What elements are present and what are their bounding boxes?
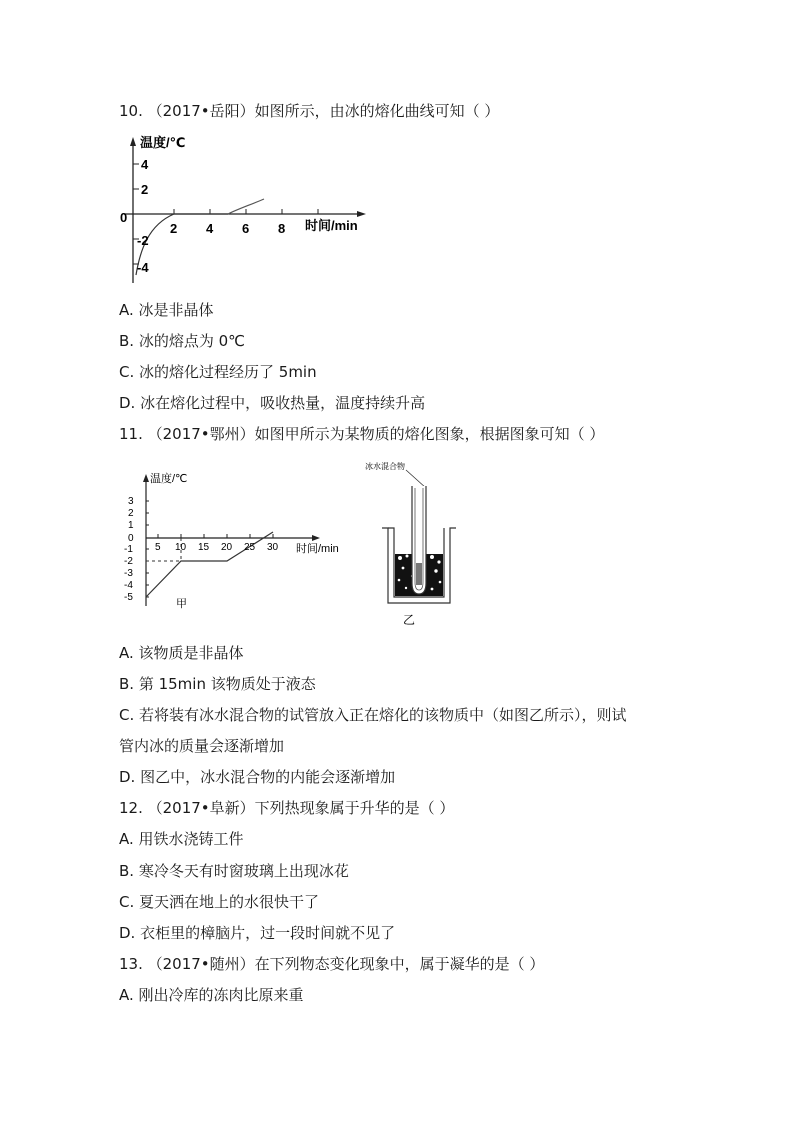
q11-xtick: 15 <box>198 542 210 553</box>
q12-stem: 12. （2017•阜新）下列热现象属于升华的是（ ） <box>119 799 455 817</box>
q12-option: B. 寒冷冬天有时窗玻璃上出现冰花 <box>119 862 349 880</box>
q10-option: D. 冰在熔化过程中，吸收热量，温度持续升高 <box>119 394 426 412</box>
q11-apparatus <box>360 458 480 630</box>
q10-melting-graph <box>118 133 378 288</box>
q10-option: C. 冰的熔化过程经历了 5min <box>119 363 317 381</box>
q10-option: A. 冰是非晶体 <box>119 301 214 319</box>
q10-stem: 10. （2017•岳阳）如图所示，由冰的熔化曲线可知（ ） <box>119 102 500 120</box>
q11-ytick: -5 <box>124 592 133 603</box>
q10-ylabel: 温度/℃ <box>140 135 186 150</box>
q11-option: D. 图乙中，冰水混合物的内能会逐渐增加 <box>119 768 396 786</box>
q13-stem: 13. （2017•随州）在下列物态变化现象中，属于凝华的是（ ） <box>119 955 545 973</box>
q11-xlabel: 时间/min <box>296 543 339 555</box>
q11-xtick: 5 <box>155 542 161 553</box>
q10-origin: 0 <box>120 210 128 225</box>
q11-xtick: 10 <box>175 542 187 553</box>
q11-xtick: 20 <box>221 542 233 553</box>
q11-ytick: 2 <box>128 508 134 519</box>
q11-ytick: 1 <box>128 520 134 531</box>
q10-ytick: -2 <box>137 233 149 248</box>
q11-ytick: -1 <box>124 544 133 555</box>
q11-apparatus-label: 冰水混合物 <box>365 462 405 471</box>
q11-caption-yi: 乙 <box>403 613 416 627</box>
q10-xlabel: 时间/min <box>305 218 358 233</box>
q11-ytick: -2 <box>124 556 133 567</box>
q11-xtick: 25 <box>244 542 256 553</box>
q11-ytick: 0 <box>128 533 134 544</box>
q11-melting-graph <box>118 466 353 616</box>
q11-ytick: -3 <box>124 568 133 579</box>
q10-xtick: 6 <box>242 221 250 236</box>
q10-xtick: 4 <box>206 221 214 236</box>
q11-stem: 11. （2017•鄂州）如图甲所示为某物质的熔化图象，根据图象可知（ ） <box>119 425 605 443</box>
q11-option: B. 第 15min 该物质处于液态 <box>119 675 316 693</box>
q10-xtick: 8 <box>278 221 286 236</box>
q13-option: A. 刚出冷库的冻肉比原来重 <box>119 986 304 1004</box>
q10-ytick: 2 <box>141 182 149 197</box>
q12-option: C. 夏天洒在地上的水很快干了 <box>119 893 320 911</box>
q11-xtick: 30 <box>267 542 279 553</box>
q11-ytick: -4 <box>124 580 133 591</box>
q10-ytick: 4 <box>141 157 149 172</box>
q11-ytick: 3 <box>128 496 134 507</box>
q10-option: B. 冰的熔点为 0℃ <box>119 332 245 350</box>
q11-option: A. 该物质是非晶体 <box>119 644 244 662</box>
q10-xtick: 2 <box>170 221 178 236</box>
q11-option-continuation: 管内冰的质量会逐渐增加 <box>119 737 285 755</box>
q12-option: A. 用铁水浇铸工件 <box>119 830 244 848</box>
q11-option: C. 若将装有冰水混合物的试管放入正在熔化的该物质中（如图乙所示），则试 <box>119 706 627 724</box>
q11-ylabel: 温度/℃ <box>150 473 188 485</box>
q10-ytick: -4 <box>137 260 149 275</box>
q11-caption-jia: 甲 <box>176 598 187 610</box>
q12-option: D. 衣柜里的樟脑片，过一段时间就不见了 <box>119 924 396 942</box>
